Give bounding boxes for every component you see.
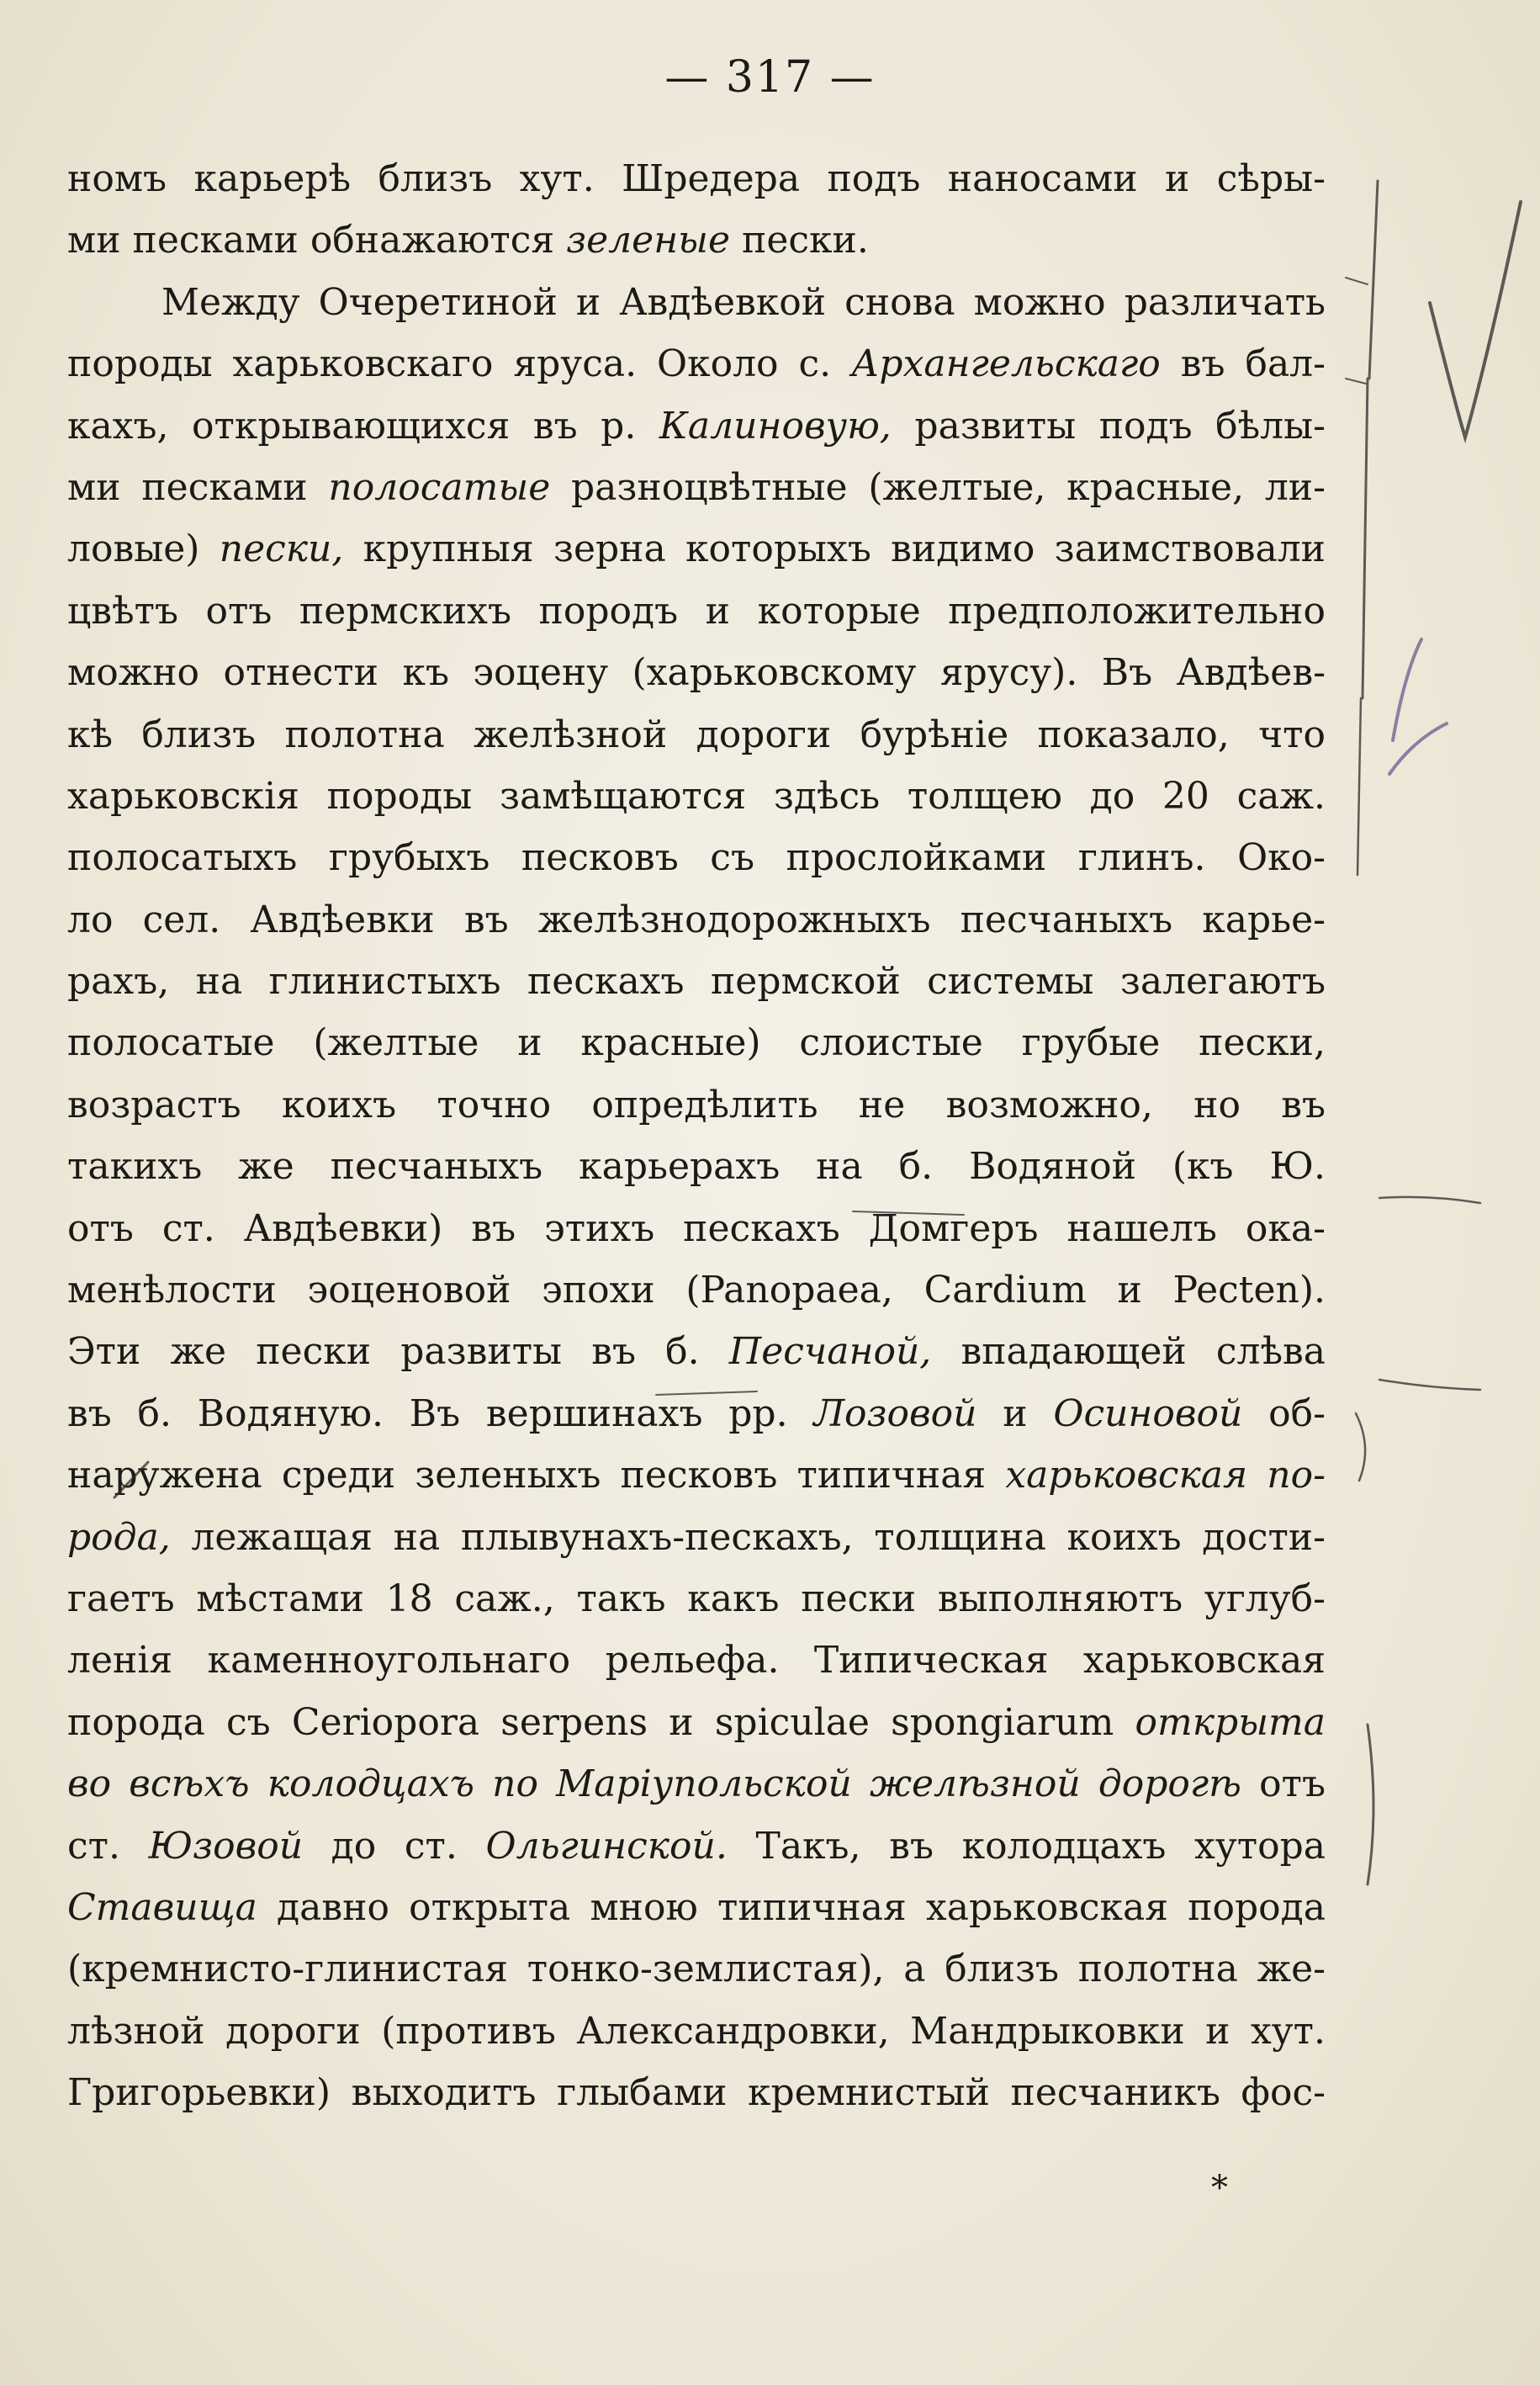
italic-text-segment: во всѣхъ колодцахъ по Маріупольской желѣзной дорогѣ <box>67 1762 1241 1806</box>
text-segment: крупныя зерна которыхъ видимо заимствовали <box>343 527 1326 571</box>
italic-text-segment: полосатые <box>328 465 551 509</box>
margin-bracket-line-3 <box>1357 698 1361 875</box>
text-segment: и <box>976 1391 1054 1435</box>
margin-dash-1 <box>1379 1197 1480 1203</box>
margin-dash-2 <box>1379 1380 1480 1390</box>
margin-violet-stroke-2 <box>1389 723 1447 774</box>
text-segment: лежащая на плывунахъ-пескахъ, толщина коихъ дости- <box>170 1515 1326 1559</box>
text-segment: разноцвѣтные (желтые, красные, ли- <box>550 465 1326 509</box>
italic-text-segment: Юзовой <box>148 1824 304 1868</box>
margin-bracket-line-1 <box>1369 181 1378 379</box>
margin-slash-left <box>114 1462 148 1497</box>
text-segment: до ст. <box>303 1824 486 1868</box>
text-segment: (кремнисто-глинистая тонко-землистая), а близъ полотна же- <box>67 1948 1326 1991</box>
text-segment: порода съ Ceriopora serpens и spiculae spongiarum <box>67 1700 1135 1744</box>
footer-asterisk: * <box>1211 2169 1228 2207</box>
text-segment: Такъ, въ колодцахъ хутора <box>727 1824 1326 1868</box>
text-segment: Между Очеретиной и Авдѣевкой снова можно различать <box>161 280 1326 324</box>
italic-text-segment: Осиновой <box>1053 1391 1243 1435</box>
margin-check-mark <box>1430 202 1521 437</box>
text-segment: развиты подъ бѣлы- <box>891 404 1326 448</box>
text-segment: ми песками обнажаются <box>67 219 567 262</box>
text-segment: отъ ст. Авдѣевки) въ этихъ пескахъ Домгеръ нашелъ ока- <box>67 1206 1326 1250</box>
text-segment: ленія каменноугольнаго рельефа. Типическая харьковская <box>67 1639 1326 1683</box>
text-segment: кѣ близъ полотна желѣзной дороги бурѣніе показало, что <box>67 713 1326 756</box>
text-segment: ловые) <box>67 527 220 571</box>
margin-dash-3 <box>853 1211 964 1215</box>
text-segment: возрастъ коихъ точно опредѣлить не возможно, но въ <box>67 1083 1326 1126</box>
text-segment: давно открыта мною типичная харьковская порода <box>257 1885 1326 1929</box>
margin-paren <box>1356 1413 1365 1481</box>
text-segment: кахъ, открывающихся въ р. <box>67 404 659 448</box>
italic-text-segment: Ставища <box>67 1885 257 1929</box>
italic-text-segment: Калиновую, <box>659 404 892 448</box>
text-segment: полосатыхъ грубыхъ песковъ съ прослойками глинъ. Око- <box>67 836 1326 880</box>
text-segment: въ бал- <box>1160 342 1326 386</box>
text-segment: менѣлости эоценовой эпохи (Panopaea, Cardium и Pecten). <box>67 1269 1326 1312</box>
italic-text-segment: открыта <box>1135 1700 1326 1744</box>
text-segment: гаетъ мѣстами 18 саж., такъ какъ пески выполняютъ углуб- <box>67 1577 1326 1620</box>
italic-text-segment: пески, <box>219 527 344 571</box>
page-number: — 317 — <box>664 52 876 103</box>
italic-text-segment: рода, <box>67 1515 171 1559</box>
text-segment: Эти же пески развиты въ б. <box>67 1330 729 1374</box>
text-segment: пески. <box>730 219 869 262</box>
text-segment: цвѣтъ отъ пермскихъ породъ и которые предположительно <box>67 589 1326 633</box>
text-segment: отъ <box>1241 1762 1326 1806</box>
italic-text-segment: зеленые <box>566 219 731 262</box>
italic-text-segment: Лозовой <box>813 1391 977 1435</box>
text-segment: полосатые (желтые и красные) слоистые грубые пески, <box>67 1021 1326 1065</box>
text-segment: ло сел. Авдѣевки въ желѣзнодорожныхъ песчаныхъ карье- <box>67 898 1326 941</box>
text-segment: впадающей слѣва <box>931 1330 1326 1374</box>
text-segment: въ б. Водяную. Въ вершинахъ рр. <box>67 1391 814 1435</box>
text-segment: породы харьковскаго яруса. Около с. <box>67 342 852 386</box>
text-segment: ми песками <box>67 465 329 509</box>
text-segment: рахъ, на глинистыхъ пескахъ пермской системы залегаютъ <box>67 960 1326 1004</box>
text-segment: можно отнести къ эоцену (харьковскому ярусу). Въ Авдѣев- <box>67 651 1326 695</box>
italic-text-segment: харьковская по- <box>1005 1454 1326 1497</box>
text-segment: номъ карьерѣ близъ хут. Шредера подъ наносами и сѣры- <box>67 157 1326 200</box>
margin-tick-1 <box>1346 278 1368 284</box>
italic-text-segment: Архангельскаго <box>851 342 1161 386</box>
text-segment: лѣзной дороги (противъ Александровки, Мандрыковки и хут. <box>67 2009 1326 2053</box>
margin-dash-4 <box>656 1391 757 1395</box>
text-segment: такихъ же песчаныхъ карьерахъ на б. Водяной (къ Ю. <box>67 1145 1326 1189</box>
text-segment: наружена среди зеленыхъ песковъ типичная <box>67 1454 1006 1497</box>
text-segment: Григорьевки) выходитъ глыбами кремнистый песчаникъ фос- <box>67 2071 1326 2115</box>
text-segment: об- <box>1242 1391 1326 1435</box>
italic-text-segment: Ольгинской. <box>485 1824 728 1868</box>
margin-bracket-lower <box>1368 1725 1373 1884</box>
margin-bracket-line-2 <box>1363 379 1368 698</box>
italic-text-segment: Песчаной, <box>728 1330 932 1374</box>
text-segment: харьковскія породы замѣщаются здѣсь толщею до 20 саж. <box>67 774 1326 818</box>
text-segment: ст. <box>67 1824 149 1868</box>
margin-tick-2 <box>1346 379 1366 384</box>
margin-violet-stroke-1 <box>1393 639 1421 740</box>
